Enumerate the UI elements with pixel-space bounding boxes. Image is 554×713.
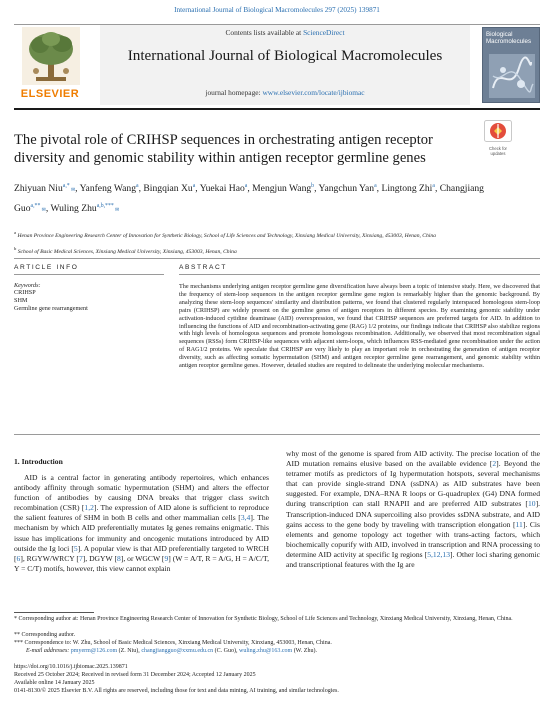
footnote-3 bbox=[14, 640, 540, 648]
body-text: ], or WGCW [ bbox=[120, 553, 165, 563]
body-text: ], RGYW/WRCY [ bbox=[20, 553, 79, 563]
abstract-heading: ABSTRACT bbox=[179, 264, 227, 271]
journal-reference[interactable]: International Journal of Biological Macromolecules 297 (2025) 139871 bbox=[174, 6, 380, 14]
email-link[interactable]: changjiangguo@xxmu.edu.cn bbox=[141, 648, 214, 654]
crossmark-label bbox=[484, 147, 512, 156]
author-affiliation-marker[interactable]: b bbox=[311, 183, 315, 189]
body-text: why most of the genome is spared from AID activity. The precise location of the AID mutation remains elusive based on the available evidence [ bbox=[286, 449, 540, 469]
email-label: E-mail addresses: bbox=[26, 648, 70, 654]
citation-link[interactable]: 7 bbox=[78, 553, 83, 563]
abstract-text: The mechanisms underlying antigen receptor germline gene diversification have always been a topic of intensive study. Here, we discovered that the frequency of stem-loop sequences in the antigen receptor germline gene region is remarkably higher than the genomic background. By analyzing these stem-loop sequences' similarity and distribution patterns, we found that clustered regularly interspaced homologous stem-loop pairs (CRIHSP) are widely present on the germline genes of antigen receptors in different species. By examining genomic stability under activation-induced cytidine deaminase (AID) overexpression, we found that CRIHSP sequences are preferred targets for AID. In addition to influencing the functions of AID and recombination-activating gene (RAG) 1/2 proteins, our findings indicate that CRIHSP also stabilize regions with high levels of homologous sequences and promote homologous recombination. Additionally, we observed that most recombination signal sequences (RSSs) form CRIHSP-like sequences with adjacent stem-loops, which influences RSS-mediated gene recombination under the action of RAG1/2 proteins. We speculate that CRIHSP are very likely to play an important role in orchestrating the generation of antigen receptor diversity, such as affecting somatic hypermutation (SHM) and antigen receptor germline gene rearrangement, and genomic stability within antigen receptor germline genes. However, detailed studies are required to delineate the underlying molecular mechanisms. bbox=[179, 283, 540, 370]
affiliation-divider bbox=[14, 258, 540, 259]
citation-link[interactable]: 3,4 bbox=[240, 513, 251, 523]
author-name[interactable]: Mengjun Wang bbox=[252, 183, 312, 195]
footnote-2 bbox=[14, 632, 540, 640]
citation-link[interactable]: 2 bbox=[492, 459, 497, 469]
sciencedirect-link[interactable]: ScienceDirect bbox=[303, 28, 345, 37]
author-affiliation-marker[interactable]: a bbox=[432, 183, 435, 189]
header-divider bbox=[14, 108, 540, 110]
article-title bbox=[14, 131, 474, 167]
affiliation-b bbox=[14, 245, 540, 256]
footnote-3-mark: *** bbox=[14, 640, 23, 646]
author-name[interactable]: Yuekai Hao bbox=[199, 183, 245, 195]
email-link[interactable]: pmyerm@126.com bbox=[70, 648, 118, 654]
elsevier-tree-icon bbox=[22, 27, 80, 85]
footnote-1-mark: * bbox=[14, 616, 17, 622]
crossmark-label-line-1: Check for bbox=[489, 146, 507, 151]
publisher-logo[interactable] bbox=[14, 27, 86, 105]
body-text: AID is a central factor in generating antibody repertoires, which enhances antibody affinity through somatic hypermutation (SHM) and alters the effector function of antibodies by causing DNA breaks that trigger class switch recombination (CSR) [ bbox=[14, 473, 269, 513]
homepage-link[interactable]: www.elsevier.com/locate/ijbiomac bbox=[262, 88, 365, 97]
keywords-label: Keywords: bbox=[14, 282, 41, 289]
introduction-heading: 1. Introduction bbox=[14, 457, 63, 466]
affiliation-a-text: Henan Province Engineering Research Center of Innovation for Synthetic Biology, School of Life Sciences and Technology, Xinxiang Medical University, Xinxiang, 453003, Henan, China bbox=[17, 232, 436, 239]
citation-link[interactable]: 8 bbox=[117, 553, 121, 563]
abstract-rule bbox=[179, 274, 540, 275]
body-text: ], DGYW [ bbox=[82, 553, 118, 563]
journal-header bbox=[14, 24, 540, 106]
citation-link[interactable]: 6 bbox=[16, 553, 21, 563]
crossmark-badge[interactable] bbox=[484, 120, 512, 156]
cover-molecule-icon bbox=[489, 54, 535, 98]
contents-line bbox=[100, 28, 470, 37]
citation-link[interactable]: 5,12,13 bbox=[427, 549, 450, 559]
crossmark-icon bbox=[484, 120, 512, 142]
article-title-line-2: diversity and genomic stability within antigen receptor germline genes bbox=[14, 150, 426, 166]
citation-link[interactable]: 5 bbox=[73, 543, 78, 553]
journal-title[interactable]: International Journal of Biological Macromolecules bbox=[127, 47, 443, 64]
citation-link[interactable]: 9 bbox=[164, 553, 169, 563]
introduction-left-column bbox=[14, 473, 269, 574]
keyword-item: SHM bbox=[14, 296, 28, 304]
article-info-heading: ARTICLE INFO bbox=[14, 264, 79, 271]
author-name[interactable]: Lingtong Zhi bbox=[381, 183, 433, 195]
homepage-prefix: journal homepage: bbox=[205, 88, 263, 97]
keywords-list bbox=[14, 289, 154, 312]
body-text: ]. The mechanism by which AID preferentially mutates Ig genes remains enigmatic. This issue has implications for immunity and oncogenic mutations introduced by AID outside the Ig loci [ bbox=[14, 513, 269, 553]
body-text: ]. Cis elements and genome topology act together with trans-acting factors, which biochemically copurify with AID, involved in transcription and RNA processing to determine AID activity at specific Ig regions [ bbox=[286, 519, 540, 559]
author-affiliation-marker[interactable]: a bbox=[244, 183, 248, 189]
citation-link[interactable]: 1,2 bbox=[84, 503, 94, 513]
author-affiliation-marker[interactable]: a bbox=[192, 183, 196, 189]
body-text: ]. Beyond the tetramer motifs as predictors of Ig hypermutation hotspots, several mechanisms that can provide single-strand DNA (ssDNA) as AID substrates have been suggested. For example, DNA–RNA R loops or G-quadruplex (G4) DNA formed during transcription can stall RNAPII and are preferred AID substrates [ bbox=[286, 459, 540, 509]
email-owner: (Z. Niu), bbox=[117, 648, 142, 654]
body-text: ]. The expression of AID alone is sufficient to reproduce the salient features of SHM in both B cells and other mammalian cells [ bbox=[14, 503, 269, 523]
email-owner: (W. Zhu). bbox=[292, 648, 317, 654]
author-affiliation-marker[interactable]: a,b,*** bbox=[96, 202, 114, 209]
body-text: ]. Other loci sharing genomic and transcriptional features with the Ig are bbox=[286, 549, 541, 570]
affiliation-a bbox=[14, 229, 540, 240]
elsevier-wordmark: ELSEVIER bbox=[20, 88, 80, 100]
footnote-1-text: Corresponding author at: Henan Province Engineering Research Center of Innovation for Synthetic Biology, School of Life Sciences and Technology, Xinxiang Medical University, Xinxiang, Henan, China. bbox=[18, 616, 513, 622]
author-name[interactable]: Zhiyuan Niu bbox=[14, 183, 63, 195]
footnote-2-text: Corresponding author. bbox=[21, 632, 76, 638]
citation-link[interactable]: 10 bbox=[527, 499, 536, 509]
author-affiliation-marker[interactable]: a bbox=[374, 183, 377, 189]
footnote-divider bbox=[14, 612, 94, 613]
affiliation-b-text: School of Basic Medical Sciences, Xinxiang Medical University, Xinxiang, 453003, Henan, China bbox=[17, 248, 237, 255]
affiliation-a-marker: a bbox=[14, 230, 17, 235]
author-affiliation-marker[interactable]: a,* bbox=[62, 183, 70, 189]
body-text: ]. Transcription-induced DNA supercoiling also provides ssDNA substrate, and AID gains access to the gene body by traveling with transcription elongation [ bbox=[286, 499, 540, 529]
article-title-line-1: The pivotal role of CRIHSP sequences in orchestrating antigen receptor bbox=[14, 132, 433, 148]
email-envelope-icon: ✉ bbox=[69, 188, 76, 194]
citation-link[interactable]: 11 bbox=[515, 519, 523, 529]
abstract-divider bbox=[14, 434, 540, 435]
journal-cover-thumbnail[interactable] bbox=[482, 27, 540, 103]
copyright-notice: 0141-8130/© 2025 Elsevier B.V. All rights are reserved, including those for text and data mining, AI training, and similar technologies. bbox=[14, 688, 339, 694]
author-name[interactable]: Bingqian Xu bbox=[143, 183, 193, 195]
keyword-item: CRIHSP bbox=[14, 289, 36, 296]
journal-banner bbox=[100, 25, 470, 105]
affiliation-b-marker: b bbox=[14, 246, 17, 251]
email-envelope-icon: ✉ bbox=[113, 207, 120, 213]
footnote-1 bbox=[14, 616, 540, 624]
homepage-line bbox=[100, 88, 470, 97]
introduction-right-column bbox=[286, 449, 540, 570]
body-text: ] (W = A/T, R = A/G, H = A/C/T, Y = C/T) motifs, however, this view cannot explain bbox=[14, 553, 269, 573]
footnote-2-mark: ** bbox=[14, 632, 20, 638]
author-name[interactable]: Wuling Zhu bbox=[50, 202, 97, 214]
author-name[interactable]: Changjiang Guo bbox=[14, 183, 484, 214]
doi-link[interactable]: https://doi.org/10.1016/j.ijbiomac.2025.139871 bbox=[14, 664, 128, 670]
author-affiliation-marker[interactable]: a bbox=[136, 183, 139, 189]
author-affiliation-marker[interactable]: a,** bbox=[30, 202, 41, 209]
contents-prefix: Contents lists available at bbox=[225, 28, 304, 37]
article-info-rule bbox=[14, 274, 164, 275]
author-name[interactable]: Yanfeng Wang bbox=[79, 183, 137, 195]
cover-title: Biological Macromolecules bbox=[486, 31, 532, 45]
email-addresses bbox=[14, 648, 540, 656]
body-text: ]. A popular view is that AID preferentially targeted to WRCH [ bbox=[14, 543, 269, 563]
available-online: Available online 14 January 2025 bbox=[14, 680, 95, 686]
crossmark-label-line-2: updates bbox=[490, 150, 506, 156]
email-envelope-icon: ✉ bbox=[40, 207, 46, 213]
footnote-3-text: Correspondence to: W. Zhu, School of Basic Medical Sciences, Xinxiang Medical University, Xinxiang, 453003, Henan, China. bbox=[24, 640, 332, 646]
author-list: Zhiyuan Niu$^{a,*}$ ✉, Yanfeng Wang$^a$, Bingqian Xu$^a$, Yuekai Hao$^a$, Mengjun Wang$^b$, Yangchun Yan$^a$, Lingtong Zhi$^a$, Changjiang Guo$^{a,**}$ ✉, Wuling Zhu$^{a,b,***}$ ✉ bbox=[14, 183, 484, 214]
keyword-item: Germline gene rearrangement bbox=[14, 304, 88, 312]
email-owner: (C. Guo), bbox=[213, 648, 239, 654]
received-dates: Received 25 October 2024; Received in revised form 31 December 2024; Accepted 12 January 2025 bbox=[14, 672, 256, 678]
email-link[interactable]: wuling.zhu@163.com bbox=[239, 648, 293, 654]
author-name[interactable]: Yangchun Yan bbox=[318, 183, 375, 195]
